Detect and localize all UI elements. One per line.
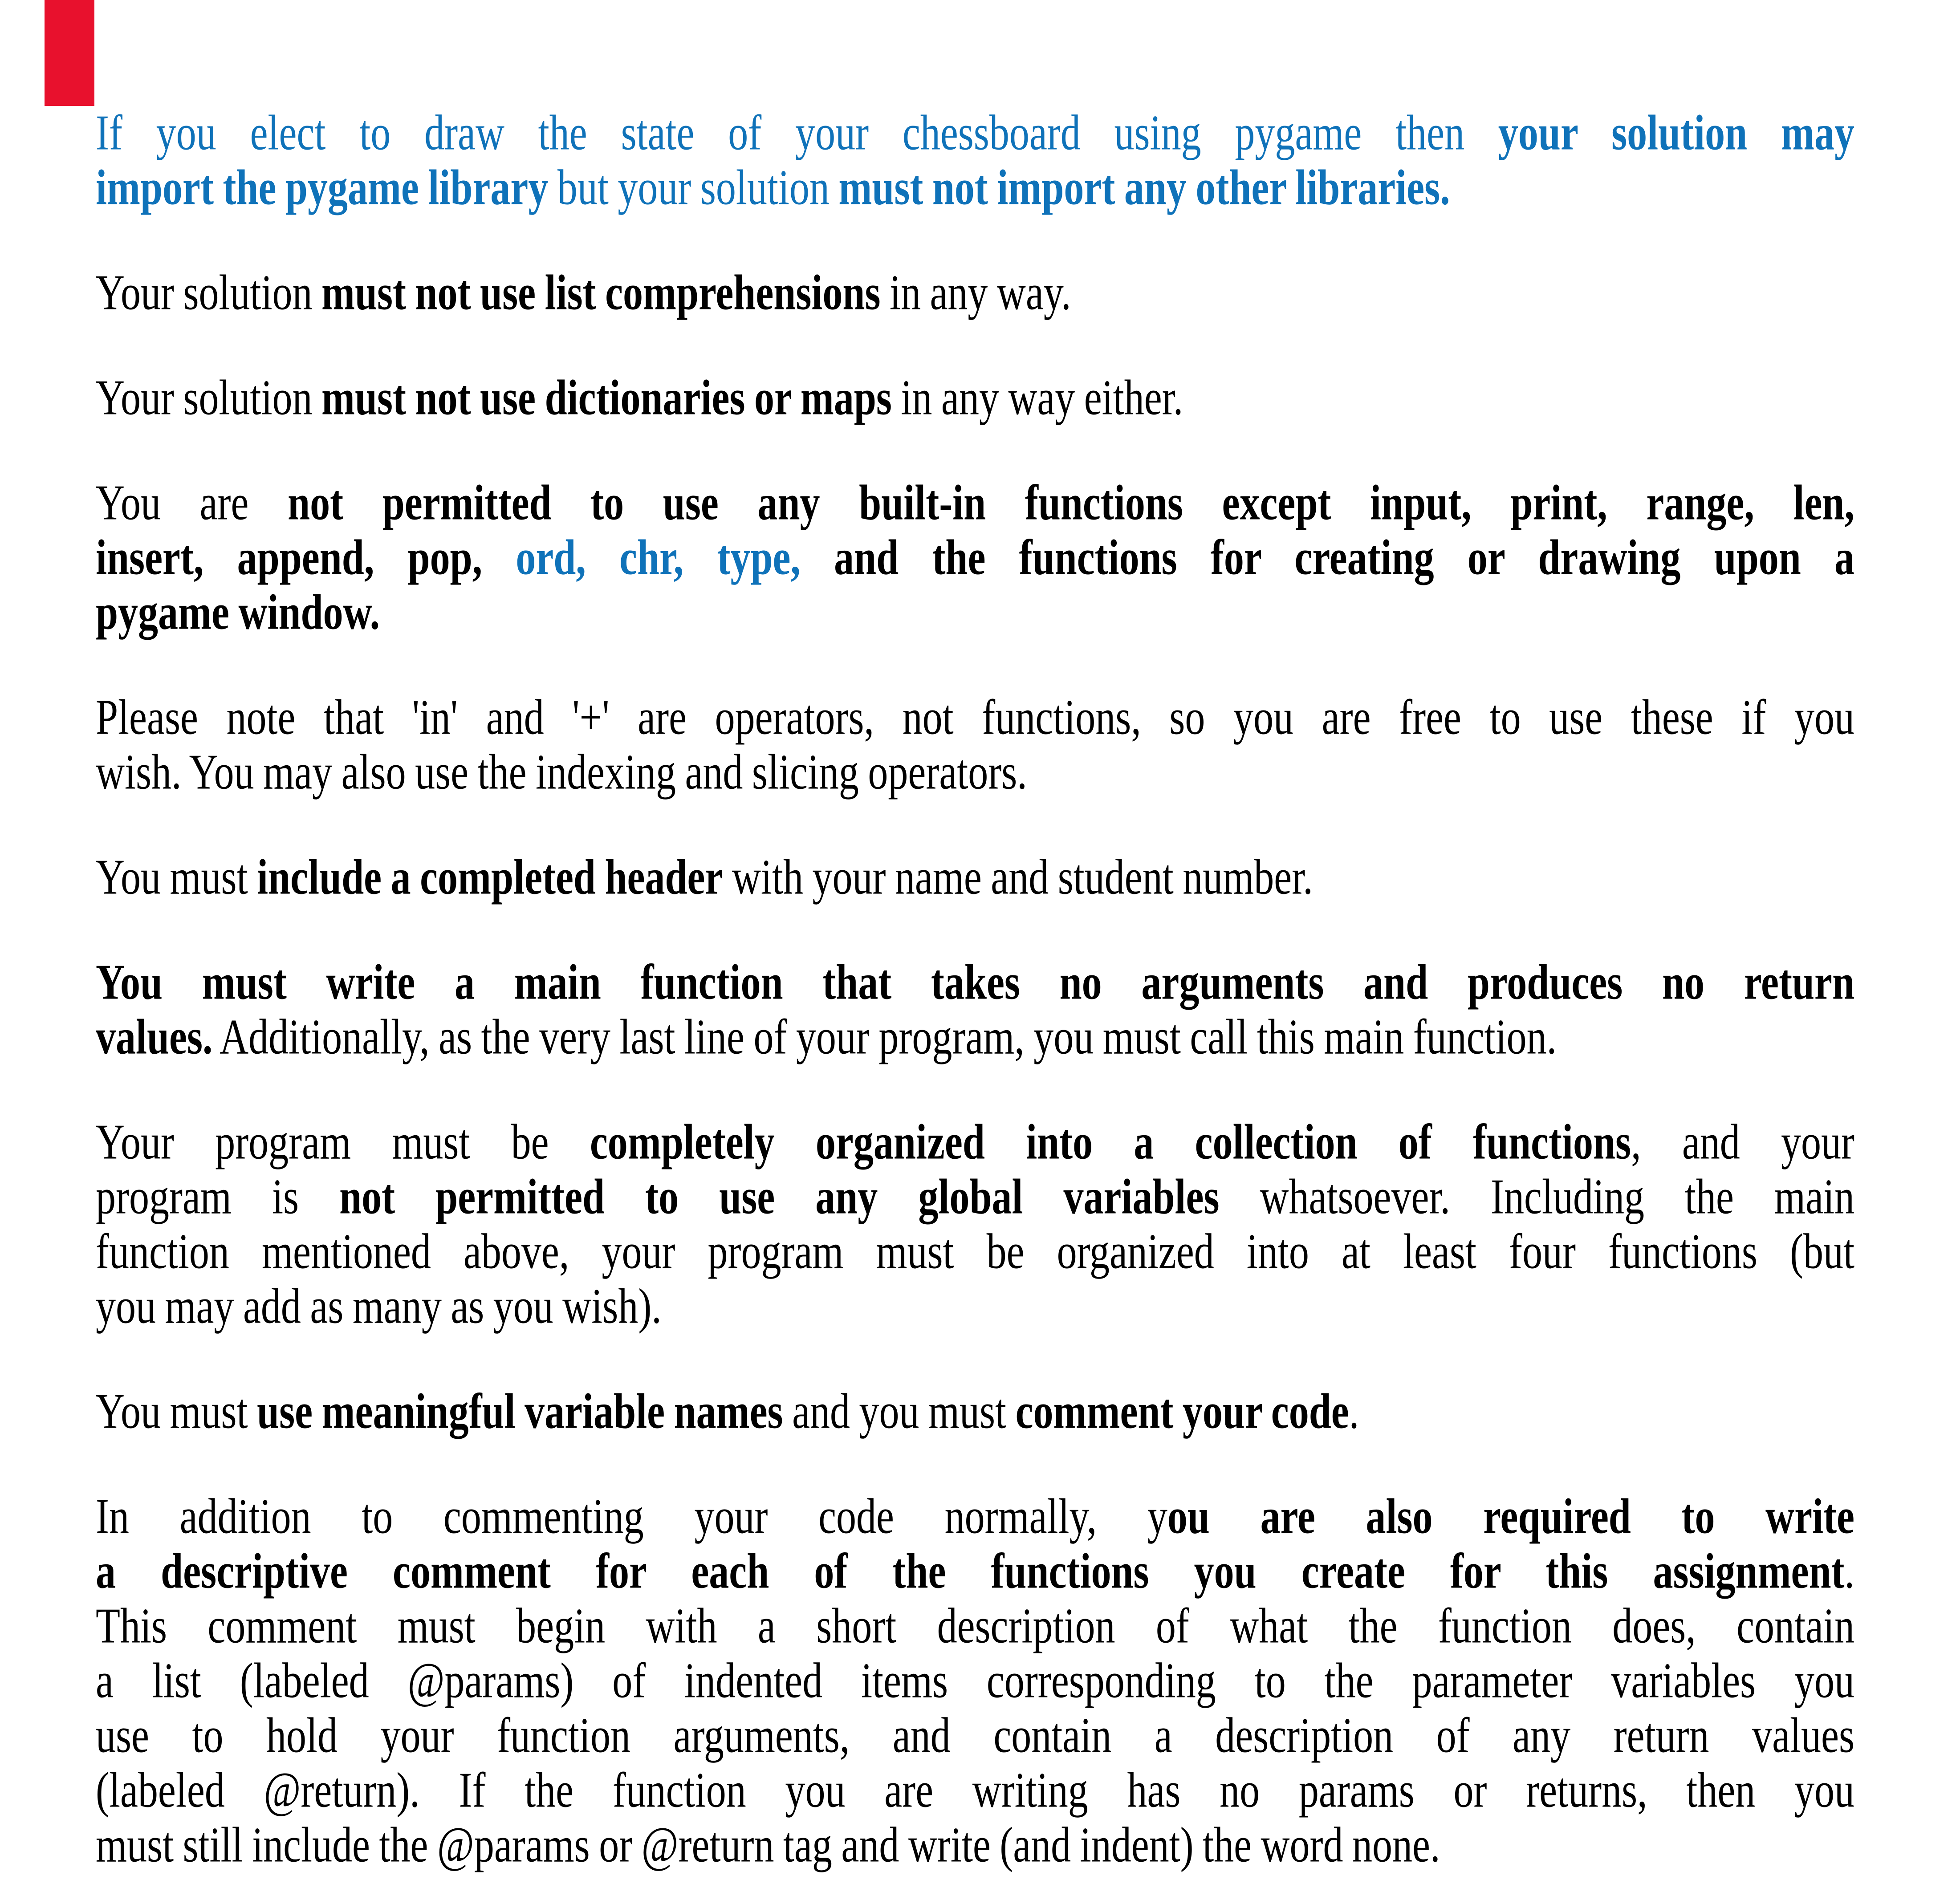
paragraph-1 [96,106,1854,215]
text-line [96,1272,1854,1341]
text-segment: ord, chr, type, [516,530,801,585]
text-segment: You must write a main function that takes no arguments and produces no return [96,954,1854,1010]
text-line [96,1003,1854,1072]
text-segment: You must [96,849,257,905]
text-segment: use meaningful variable names [257,1384,783,1439]
text-segment: a list (labeled @params) of indented items corresponding to the parameter variables you [96,1653,1854,1709]
text-segment: . [1349,1384,1359,1439]
text-segment: insert, append, pop, [96,530,516,585]
text-segment: ou are also required to write [1167,1489,1854,1544]
text-segment: must still include the @params or @return tag and write (and indent) the word none. [96,1817,1440,1873]
text-segment: function mentioned above, your program must be organized into at least four functions (but [96,1224,1854,1279]
text-segment: whatsoever. Including the main [1219,1169,1855,1225]
text-segment: your solution may [1498,105,1854,161]
text-segment: If you elect to draw the state of your chessboard using pygame then [96,105,1498,161]
text-line [96,154,1854,222]
text-segment: in any way either. [891,370,1183,426]
text-segment: , and your [1631,1114,1854,1170]
text-segment: not permitted to use any built-in functions except input, print, range, len, [288,475,1854,531]
paragraph-8 [96,1115,1854,1334]
text-segment: with your name and student number. [723,849,1313,905]
text-line [96,843,1854,912]
text-line [96,259,1854,327]
text-segment: must not use list comprehensions [321,265,881,321]
text-segment: This comment must begin with a short description of what the function does, contain [96,1598,1854,1654]
paragraph-10 [96,1489,1854,1872]
text-segment: completely organized into a collection of functions [590,1114,1631,1170]
text-segment: must not import any other libraries. [838,160,1450,215]
paragraph-2 [96,265,1854,320]
text-segment: . [1844,1543,1854,1599]
text-segment: and the functions for creating or drawing upon a [800,530,1855,585]
paragraph-4 [96,475,1854,640]
text-line [96,364,1854,432]
text-segment: Please note that 'in' and '+' are operators, not functions, so you are free to use these if you [96,690,1854,745]
text-segment: wish. You may also use the indexing and slicing operators. [96,744,1027,800]
text-segment: Your solution [96,265,321,321]
text-segment: must not use dictionaries or maps [321,370,892,426]
text-segment: not permitted to use any global variables [339,1169,1220,1225]
document-content [96,106,1854,1904]
text-segment: Your solution [96,370,321,426]
paragraph-5 [96,690,1854,800]
text-segment: You are [96,475,288,531]
text-segment: program is [96,1169,340,1225]
text-line [96,738,1854,807]
text-segment: and you must [783,1384,1016,1439]
paragraph-9 [96,1384,1854,1439]
text-segment: Your program must be [96,1114,590,1170]
text-line [96,1377,1854,1446]
text-segment: In addition to commenting your code normally, y [96,1489,1167,1544]
text-segment: but your solution [557,160,839,215]
text-segment: import the pygame library [96,160,557,215]
text-segment: Additionally, as the very last line of your program, you must call this main function. [212,1009,1557,1065]
text-segment: a descriptive comment for each of the functions you create for this assignment [96,1543,1845,1599]
text-segment: you may add as many as you wish). [96,1279,662,1334]
paragraph-6 [96,850,1854,905]
text-segment: use to hold your function arguments, and contain a description of any return values [96,1708,1854,1763]
paragraph-7 [96,955,1854,1064]
red-margin-marker [45,0,94,106]
text-line [96,1811,1854,1880]
text-segment: You must [96,1384,257,1439]
text-segment: include a completed header [257,849,723,905]
text-line [96,578,1854,647]
text-segment: in any way. [880,265,1071,321]
text-segment: pygame window. [96,585,380,640]
paragraph-3 [96,370,1854,425]
text-segment: comment your code [1015,1384,1349,1439]
text-segment: (labeled @return). If the function you are writing has no params or returns, then you [96,1762,1854,1818]
text-segment: values. [96,1009,213,1065]
